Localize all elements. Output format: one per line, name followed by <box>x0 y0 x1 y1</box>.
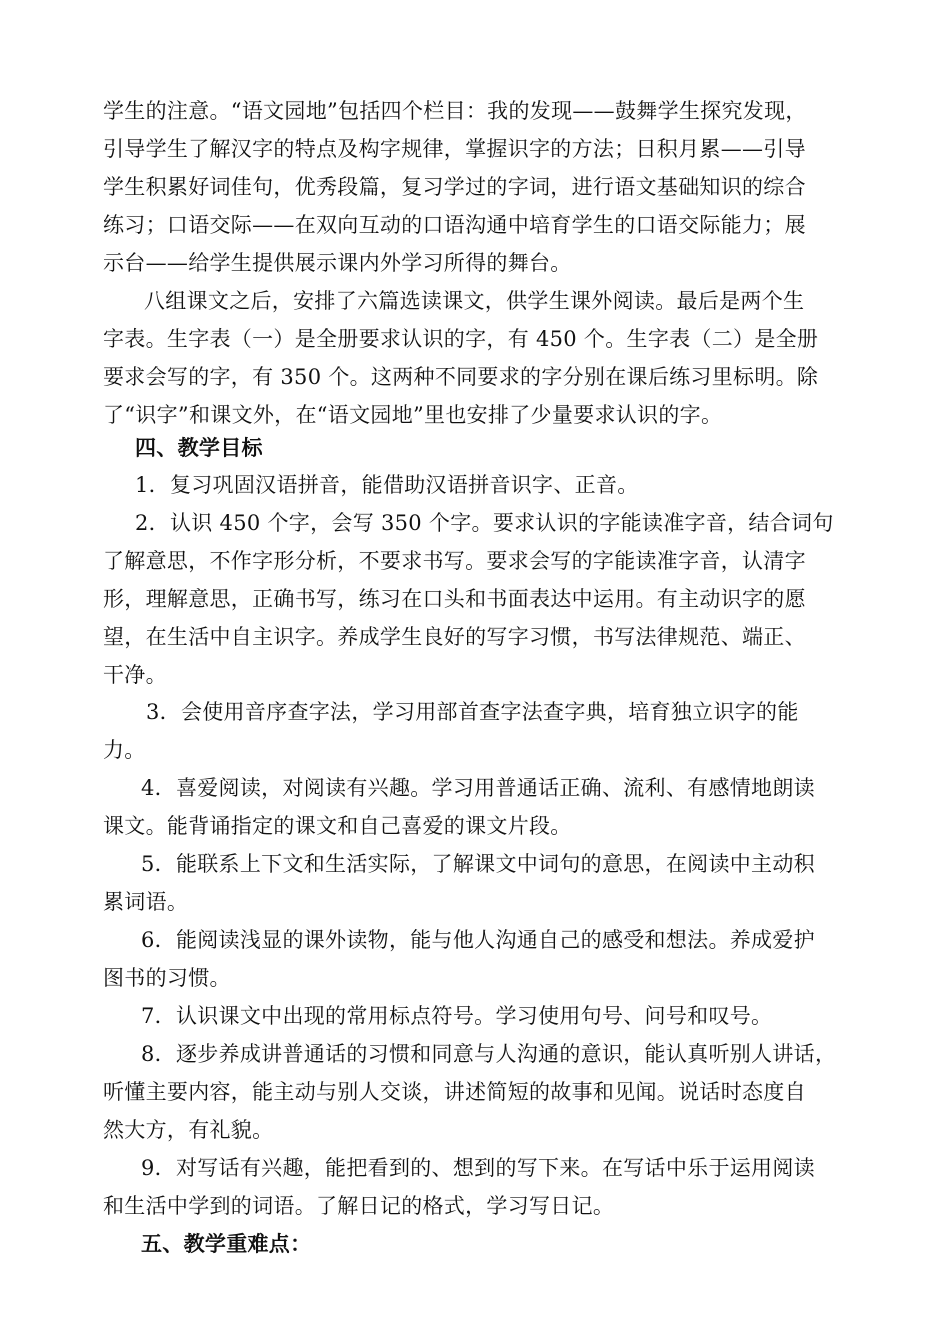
text-line: 引导学生了解汉字的特点及构字规律，掌握识字的方法；日积月累——引导 <box>103 137 806 161</box>
text-line: 练习；口语交际——在双向互动的口语沟通中培育学生的口语交际能力；展 <box>103 213 806 237</box>
list-item: 3．会使用音序查字法，学习用部首查字法查字典，培育独立识字的能 <box>146 700 799 724</box>
text-line: 了解意思，不作字形分析，不要求书写。要求会写的字能读准字音，认清字 <box>103 549 806 573</box>
list-item: 8．逐步养成讲普通话的习惯和同意与人沟通的意识，能认真听别人讲话， <box>141 1042 837 1066</box>
list-item: 2．认识 450 个字，会写 350 个字。要求认识的字能读准字音，结合词句 <box>135 511 834 535</box>
text-line: 累词语。 <box>103 890 189 914</box>
text-line: 听懂主要内容，能主动与别人交谈，讲述简短的故事和见闻。说话时态度自 <box>103 1080 806 1104</box>
text-line: 形，理解意思，正确书写，练习在口头和书面表达中运用。有主动识字的愿 <box>103 587 806 611</box>
text-line: 课文。能背诵指定的课文和自己喜爱的课文片段。 <box>103 814 572 838</box>
section-heading: 五、教学重难点： <box>141 1232 312 1256</box>
text-line: 要求会写的字，有 350 个。这两种不同要求的字分别在课后练习里标明。除 <box>103 365 819 389</box>
list-item: 6．能阅读浅显的课外读物，能与他人沟通自己的感受和想法。养成爱护 <box>141 928 815 952</box>
text-line: 示台——给学生提供展示课内外学习所得的舞台。 <box>103 251 572 275</box>
list-item: 1．复习巩固汉语拼音，能借助汉语拼音识字、正音。 <box>135 473 639 497</box>
text-line: 和生活中学到的词语。了解日记的格式，学习写日记。 <box>103 1194 615 1218</box>
text-line: 学生积累好词佳句，优秀段篇，复习学过的字词，进行语文基础知识的综合 <box>103 175 806 199</box>
list-item: 9．对写话有兴趣，能把看到的、想到的写下来。在写话中乐于运用阅读 <box>141 1156 815 1180</box>
list-item: 5．能联系上下文和生活实际，了解课文中词句的意思，在阅读中主动积 <box>141 852 815 876</box>
text-line: 望，在生活中自主识字。养成学生良好的写字习惯，书写法律规范、端正、 <box>103 625 806 649</box>
text-line: 字表。生字表（一）是全册要求认识的字，有 450 个。生字表（二）是全册 <box>103 327 819 351</box>
text-line: 干净。 <box>103 663 167 687</box>
text-line: 学生的注意。“语文园地”包括四个栏目：我的发现——鼓舞学生探究发现， <box>103 99 807 123</box>
text-line: 然大方，有礼貌。 <box>103 1118 274 1142</box>
text-line: 图书的习惯。 <box>103 966 231 990</box>
paragraph-first-line: 八组课文之后，安排了六篇选读课文，供学生课外阅读。最后是两个生 <box>144 289 805 313</box>
text-line: 力。 <box>103 738 146 762</box>
list-item: 4．喜爱阅读，对阅读有兴趣。学习用普通话正确、流利、有感情地朗读 <box>141 776 815 800</box>
text-line: 了“识字”和课文外，在“语文园地”里也安排了少量要求认识的字。 <box>103 403 723 427</box>
list-item: 7．认识课文中出现的常用标点符号。学习使用句号、问号和叹号。 <box>141 1004 773 1028</box>
section-heading: 四、教学目标 <box>135 436 263 460</box>
